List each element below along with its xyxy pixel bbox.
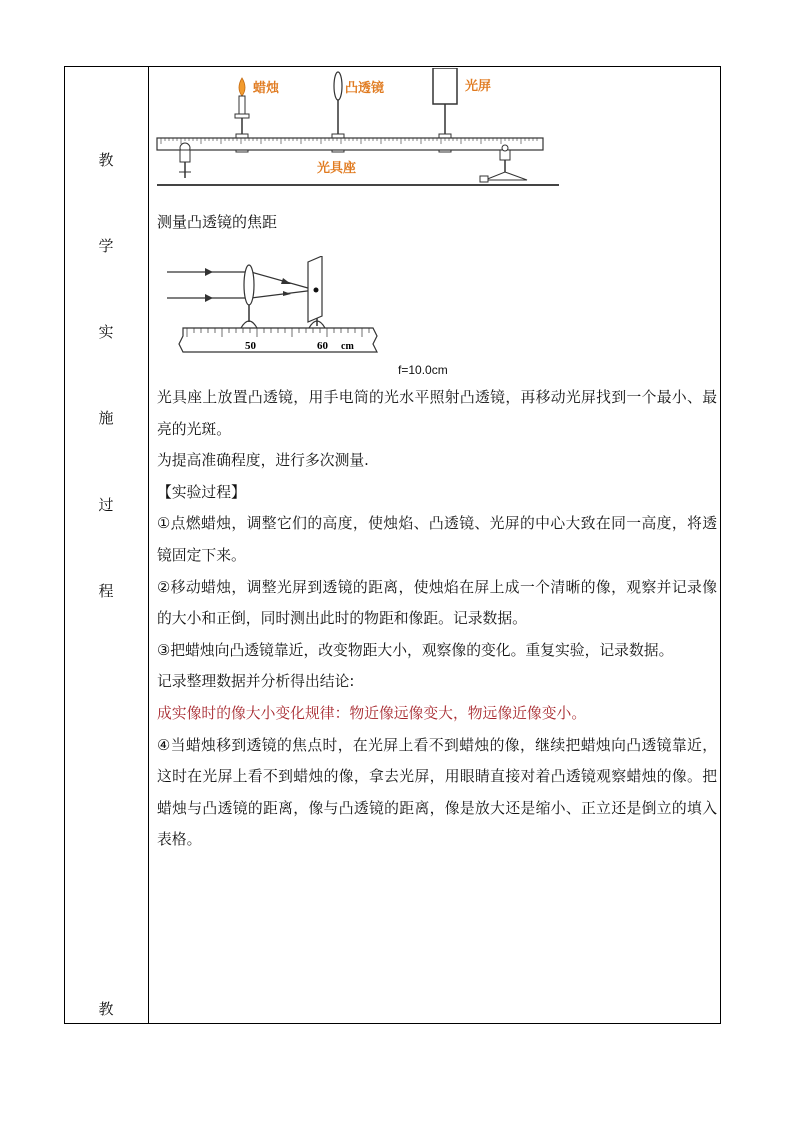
step-1: ①点燃蜡烛，调整它们的高度，使烛焰、凸透镜、光屏的中心大致在同一高度，将透镜固定下来。: [157, 515, 717, 564]
step-3: ③把蜡烛向凸透镜靠近，改变物距大小，观察像的变化。重复实验，记录数据。: [157, 641, 674, 659]
unit-label: cm: [341, 341, 354, 352]
bench-label: 光具座: [317, 161, 357, 176]
focal-length-heading: 测量凸透镜的焦距: [157, 213, 278, 231]
focal-result: f=10.0cm: [398, 363, 448, 377]
lens-label: 凸透镜: [345, 81, 385, 96]
paragraph: 记录整理数据并分析得出结论:: [157, 673, 355, 691]
optical-bench-figure: [155, 68, 565, 192]
screen-label: 光屏: [465, 79, 492, 94]
left-column-char: 程: [98, 582, 114, 600]
paragraph: 光具座上放置凸透镜，用手电筒的光水平照射凸透镜，再移动光屏找到一个最小、最亮的光斑。: [157, 389, 717, 438]
left-column-char: 教: [98, 151, 114, 169]
section-title: 【实验过程】: [157, 483, 246, 501]
left-column-char: 学: [98, 237, 114, 255]
left-column-char: 施: [98, 409, 114, 427]
focal-length-figure: [165, 256, 380, 360]
candle-label: 蜡烛: [253, 81, 280, 96]
column-divider: [148, 66, 149, 1024]
paragraph: 为提高准确程度，进行多次测量.: [157, 452, 369, 470]
body-text: [157, 382, 717, 856]
conclusion-text: 成实像时的像大小变化规律：物近像远像变大，物远像近像变小。: [157, 704, 587, 722]
left-column-char: 教: [98, 1000, 114, 1018]
tick-label-50: 50: [245, 340, 256, 352]
step-2: ②移动蜡烛，调整光屏到透镜的距离，使烛焰在屏上成一个清晰的像，观察并记录像的大小和正倒，同时测出此时的物距和像距。记录数据。: [157, 578, 717, 628]
left-column-char: 过: [98, 496, 114, 514]
left-column-char: 实: [98, 323, 114, 341]
step-4: ④当蜡烛移到透镜的焦点时，在光屏上看不到蜡烛的像，继续把蜡烛向凸透镜靠近，这时在光屏上看不到蜡烛的像，拿去光屏，用眼睛直接对着凸透镜观察蜡烛的像。把蜡烛与凸透镜的距离，像与凸透镜的距离，像是放大还是缩小、正立还是倒立的填入表格。: [157, 736, 717, 849]
tick-label-60: 60: [317, 340, 328, 352]
